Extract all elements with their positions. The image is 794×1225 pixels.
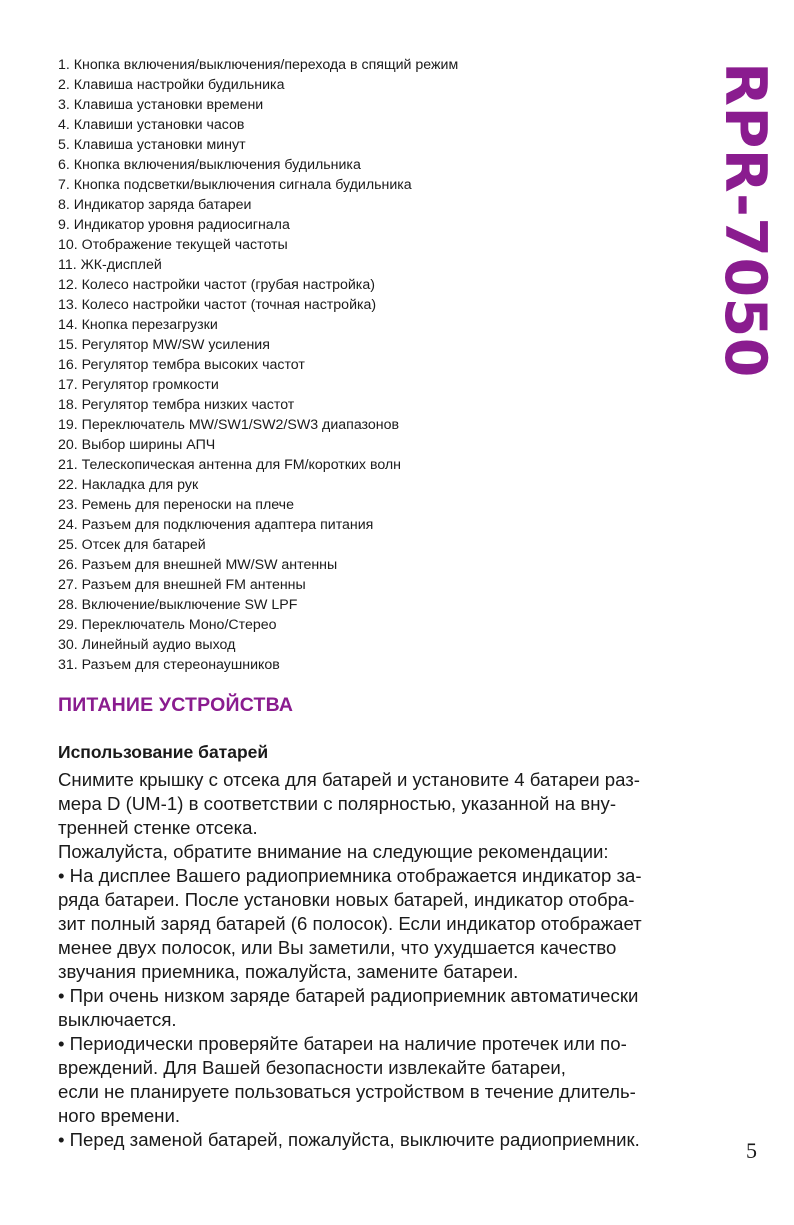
list-item: 9. Индикатор уровня радиосигнала	[58, 217, 290, 233]
body-line: Снимите крышку с отсека для батарей и установите 4 батареи раз-	[58, 769, 640, 790]
list-item: 22. Накладка для рук	[58, 477, 199, 493]
list-item: 28. Включение/выключение SW LPF	[58, 597, 298, 613]
list-item: 24. Разъем для подключения адаптера питания	[58, 517, 374, 533]
model-name: RPR-7050	[712, 62, 779, 378]
list-item: 31. Разъем для стереонаушников	[58, 657, 280, 673]
body-line: менее двух полосок, или Вы заметили, что ухудшается качество	[58, 937, 617, 958]
body-line: если не планируете пользоваться устройством в течение длитель-	[58, 1081, 636, 1102]
list-item: 1. Кнопка включения/выключения/перехода в спящий режим	[58, 57, 459, 73]
body-line: выключается.	[58, 1009, 177, 1030]
list-item: 18. Регулятор тембра низких частот	[58, 397, 295, 413]
list-item: 3. Клавиша установки времени	[58, 97, 264, 113]
list-item: 15. Регулятор MW/SW усиления	[58, 337, 270, 353]
body-line: звучания приемника, пожалуйста, замените батареи.	[58, 961, 519, 982]
body-line: Пожалуйста, обратите внимание на следующие рекомендации:	[58, 841, 609, 862]
parts-list	[58, 55, 458, 675]
list-item: 26. Разъем для внешней MW/SW антенны	[58, 557, 338, 573]
list-item: 19. Переключатель MW/SW1/SW2/SW3 диапазонов	[58, 417, 400, 433]
list-item: 4. Клавиши установки часов	[58, 117, 245, 133]
model-side-label	[712, 62, 779, 378]
list-item: 12. Колесо настройки частот (грубая настройка)	[58, 277, 375, 293]
list-item: 10. Отображение текущей частоты	[58, 237, 288, 253]
list-item: 2. Клавиша настройки будильника	[58, 77, 285, 93]
list-item: 20. Выбор ширины АПЧ	[58, 437, 216, 453]
list-item: 14. Кнопка перезагрузки	[58, 317, 218, 333]
body-line: мера D (UM-1) в соответствии с полярностью, указанной на вну-	[58, 793, 617, 814]
list-item: 25. Отсек для батарей	[58, 537, 206, 553]
list-item: 29. Переключатель Моно/Стерео	[58, 617, 277, 633]
page-number: 5	[746, 1138, 757, 1163]
body-line: ряда батареи. После установки новых батарей, индикатор отобра-	[58, 889, 635, 910]
body-line: • Перед заменой батарей, пожалуйста, выключите радиоприемник.	[58, 1129, 640, 1150]
list-item: 6. Кнопка включения/выключения будильника	[58, 157, 361, 173]
list-item: 21. Телескопическая антенна для FM/коротких волн	[58, 457, 402, 473]
list-item: 23. Ремень для переноски на плече	[58, 497, 294, 513]
body-line: тренней стенке отсека.	[58, 817, 258, 838]
section-title: ПИТАНИЕ УСТРОЙСТВА	[58, 694, 294, 716]
body-line: • Периодически проверяйте батареи на наличие протечек или по-	[58, 1033, 627, 1054]
list-item: 5. Клавиша установки минут	[58, 137, 246, 153]
body-line: вреждений. Для Вашей безопасности извлекайте батареи,	[58, 1057, 566, 1078]
list-item: 17. Регулятор громкости	[58, 377, 219, 393]
list-item: 11. ЖК-дисплей	[58, 257, 162, 273]
list-item: 30. Линейный аудио выход	[58, 637, 236, 653]
body-line: ного времени.	[58, 1105, 180, 1126]
list-item: 7. Кнопка подсветки/выключения сигнала будильника	[58, 177, 412, 193]
body-text	[58, 768, 718, 1152]
subsection-title: Использование батарей	[58, 742, 269, 762]
body-line: зит полный заряд батарей (6 полосок). Если индикатор отображает	[58, 913, 642, 934]
list-item: 8. Индикатор заряда батареи	[58, 197, 252, 213]
list-item: 16. Регулятор тембра высоких частот	[58, 357, 305, 373]
body-line: • На дисплее Вашего радиоприемника отображается индикатор за-	[58, 865, 642, 886]
list-item: 13. Колесо настройки частот (точная настройка)	[58, 297, 377, 313]
list-item: 27. Разъем для внешней FM антенны	[58, 577, 306, 593]
body-line: • При очень низком заряде батарей радиоприемник автоматически	[58, 985, 639, 1006]
